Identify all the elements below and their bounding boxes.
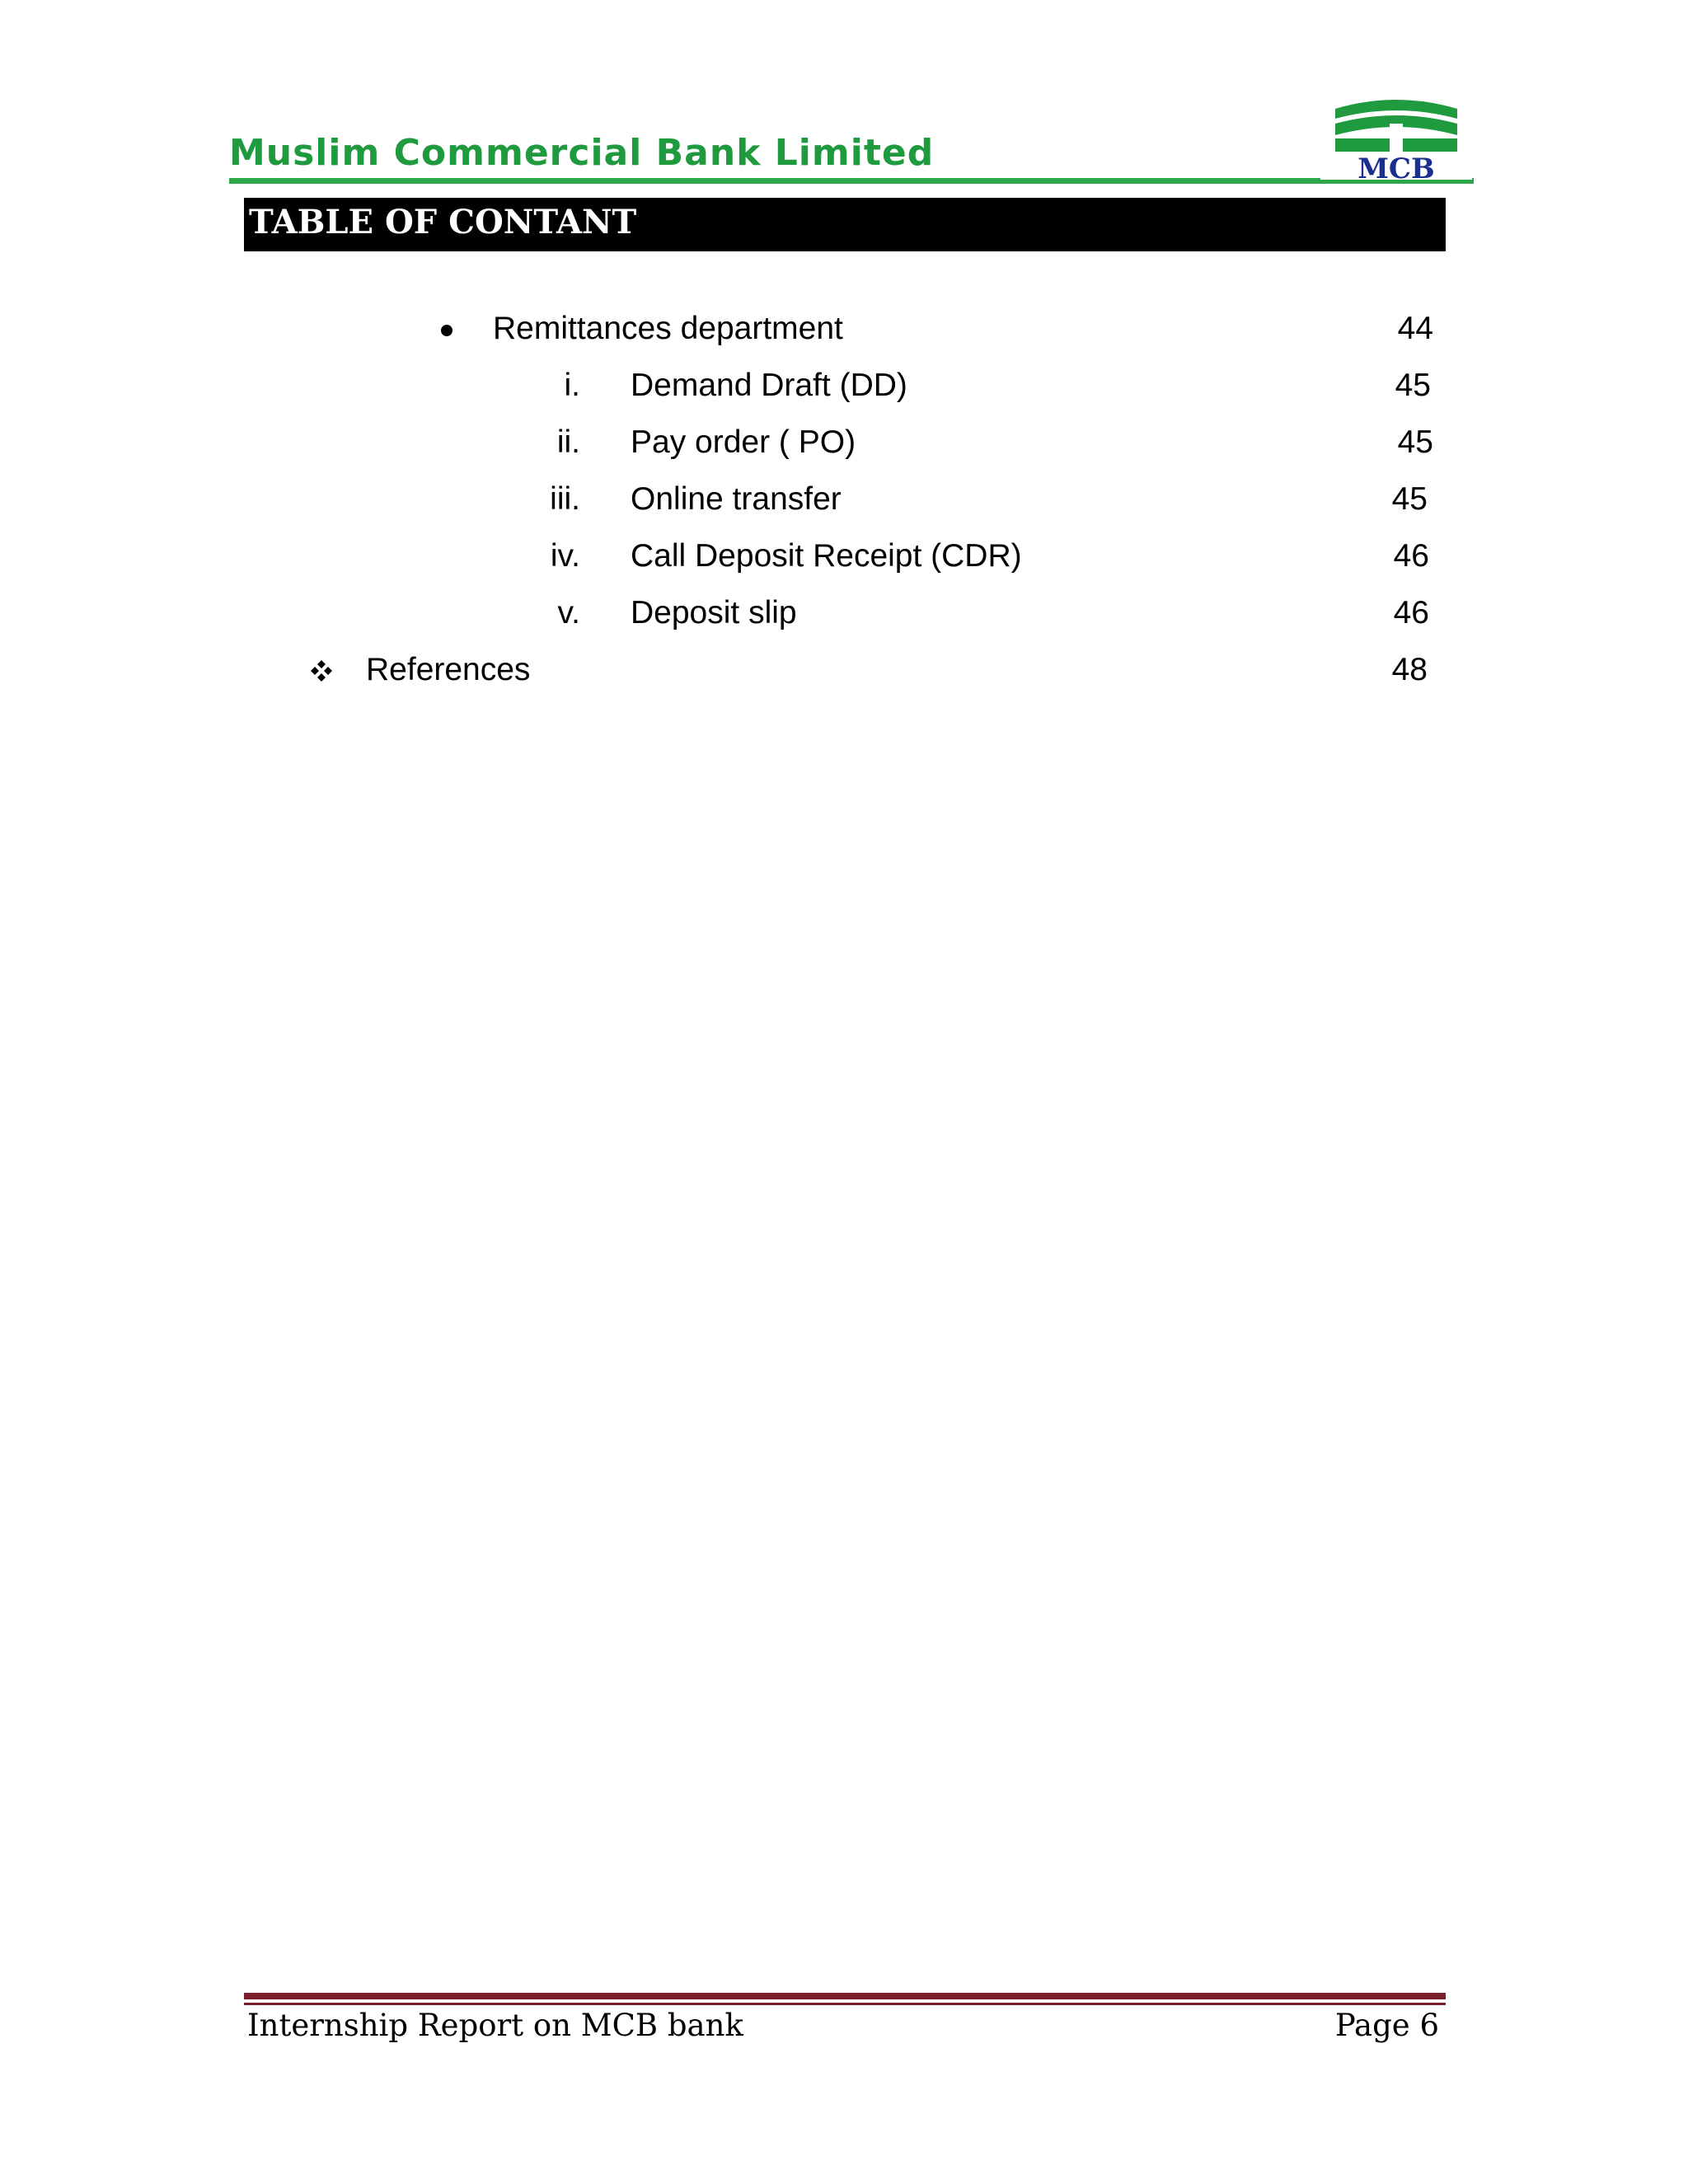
four-diamond-bullet-icon [311,660,332,682]
toc-subentry-label: Online transfer [631,481,842,517]
header-divider [229,178,1474,184]
toc-entry-label: Remittances department [493,311,843,346]
toc-entry-page: 48 [1391,652,1428,687]
toc-subentry-numeral: iii. [550,481,580,517]
toc-subentry-label: Deposit slip [631,595,797,630]
footer-divider-thin [244,2003,1446,2005]
toc-subentry[interactable] [0,589,1688,639]
toc-subentry-page: 46 [1393,538,1429,574]
toc-subentry-page: 45 [1395,368,1431,403]
bank-name-header: Muslim Commercial Bank Limited [229,132,935,174]
toc-entry-references[interactable] [0,646,1688,696]
footer-divider [244,1993,1446,1999]
toc-subentry-numeral: ii. [556,424,580,460]
toc-subentry-numeral: iv. [550,538,580,574]
toc-subentry-page: 45 [1397,424,1433,460]
logo-text: MCB [1357,152,1435,183]
toc-subentry[interactable] [0,532,1688,582]
toc-subentry-label: Call Deposit Receipt (CDR) [631,538,1022,574]
toc-subentry[interactable] [0,476,1688,525]
section-title-bar [244,198,1446,251]
toc-entry-page: 44 [1397,311,1433,346]
toc-entry-label: References [366,652,531,687]
toc-subentry-numeral: i. [564,368,580,403]
bullet-icon [441,325,452,336]
footer-report-title: Internship Report on MCB bank [247,2008,743,2043]
mcb-logo [1317,91,1475,183]
section-title: TABLE OF CONTANT [249,203,637,241]
toc-subentry-label: Pay order ( PO) [631,424,856,460]
toc-subentry-page: 46 [1393,595,1429,630]
toc-subentry-numeral: v. [557,595,580,630]
toc-subentry-page: 45 [1391,481,1428,517]
toc-subentry[interactable] [0,419,1688,468]
toc-subentry-label: Demand Draft (DD) [631,368,907,403]
toc-subentry[interactable] [0,362,1688,411]
toc-entry-remittances[interactable] [0,305,1688,354]
footer-page-number: Page 6 [1334,2008,1439,2043]
